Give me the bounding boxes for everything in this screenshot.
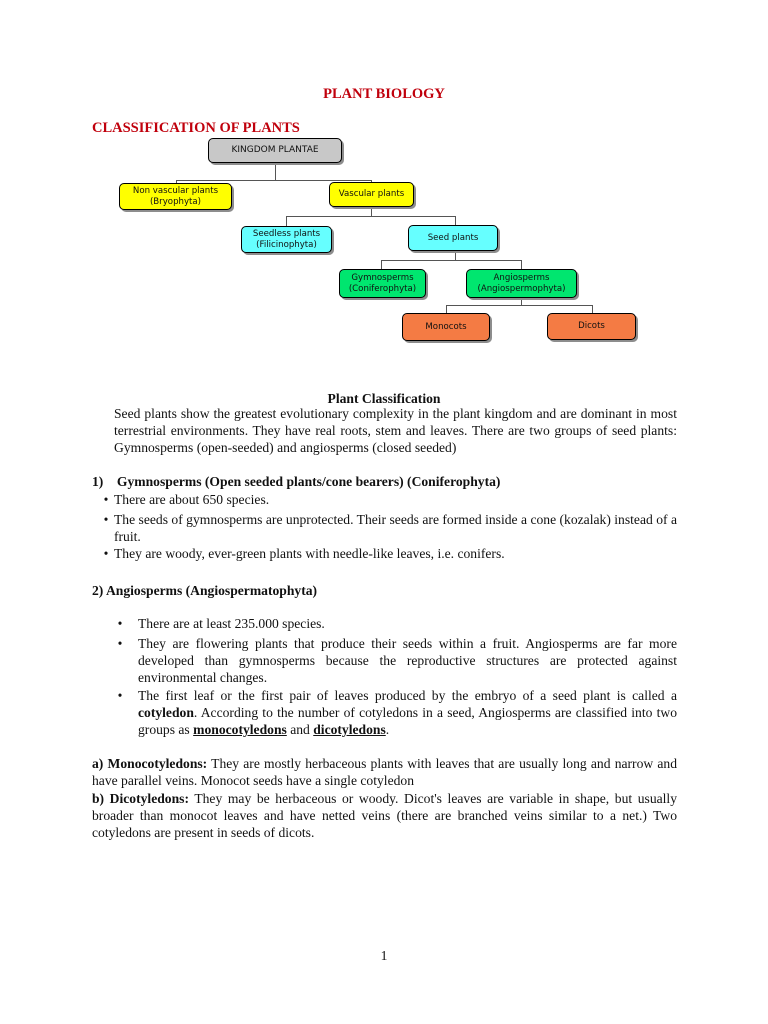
- connector-line: [286, 216, 287, 226]
- gymnosperm-bullet-1: There are about 650 species.: [114, 492, 270, 507]
- connector-line: [446, 305, 447, 313]
- node-gymnosperms: Gymnosperms (Coniferophyta): [339, 269, 426, 298]
- dicotyledons-label: b) Dicotyledons:: [92, 791, 189, 806]
- node-angiosperms: Angiosperms (Angiospermophyta): [466, 269, 577, 298]
- connector-line: [521, 298, 522, 305]
- gymnosperm-bullet-2: The seeds of gymnosperms are unprotected. Their seeds are formed inside a cone (kozalak) instead of a fruit.: [114, 512, 677, 545]
- bullet-glyph: •: [117, 636, 123, 651]
- node-nonvascular-plants: Non vascular plants (Bryophyta): [119, 183, 232, 210]
- text-run: . According to the number of cotyledons in a seed, Angiosperms are classified into two groups as: [138, 705, 677, 738]
- connector-line: [286, 216, 455, 217]
- connector-line: [176, 180, 371, 181]
- text-run: and: [286, 722, 314, 738]
- section-heading: Plant Classification: [327, 391, 441, 406]
- connector-line: [275, 163, 276, 180]
- intro-paragraph: Seed plants show the greatest evolutionary complexity in the plant kingdom and are dominant in most terrestrial environments. They have real roots, stem and leaves. There are two groups of seed plants: Gymnosperms (open-seeded) and angiosperms (closed seeded): [114, 406, 677, 456]
- node-monocots: Monocots: [402, 313, 490, 341]
- bullet-glyph: •: [117, 688, 123, 703]
- bullet-glyph: •: [103, 492, 109, 507]
- monocotyledons-definition: [92, 755, 677, 789]
- text-run: .: [385, 722, 390, 738]
- connector-line: [455, 251, 456, 260]
- term-cotyledon: cotyledon: [138, 705, 194, 721]
- gymnosperms-heading: [92, 473, 500, 490]
- page-title: PLANT BIOLOGY: [323, 86, 445, 102]
- node-seedless-plants: Seedless plants (Filicinophyta): [241, 226, 332, 253]
- gymnosperms-number: 1): [92, 474, 104, 489]
- angiosperm-bullet-3: [138, 687, 677, 739]
- gymnosperms-title: Gymnosperms (Open seeded plants/cone bearers) (Coniferophyta): [116, 474, 501, 489]
- node-seed-plants: Seed plants: [408, 225, 498, 251]
- connector-line: [446, 305, 593, 306]
- monocotyledons-text: They are mostly herbaceous plants with leaves that are usually long and narrow and have parallel veins. Monocot seeds have a single cotyledon: [92, 756, 678, 789]
- gymnosperm-bullet-3: They are woody, ever-green plants with needle-like leaves, i.e. conifers.: [114, 546, 505, 561]
- angiosperm-bullet-2: They are flowering plants that produce their seeds within a fruit. Angiosperms are far more developed than gymnosperms because the reproductive structures are protected against environmental changes.: [138, 636, 677, 686]
- page-number: 1: [380, 948, 388, 963]
- node-dicots: Dicots: [547, 313, 636, 340]
- angiosperms-heading: 2) Angiosperms (Angiospermatophyta): [92, 583, 318, 598]
- dicotyledons-definition: [92, 790, 677, 842]
- node-kingdom-plantae: KINGDOM PLANTAE: [208, 138, 342, 163]
- angiosperm-bullet-1: There are at least 235.000 species.: [138, 616, 325, 631]
- section-subtitle: CLASSIFICATION OF PLANTS: [92, 120, 300, 136]
- connector-line: [381, 260, 382, 269]
- term-monocotyledons: monocotyledons: [193, 722, 287, 738]
- connector-line: [592, 305, 593, 313]
- connector-line: [521, 260, 522, 269]
- monocotyledons-label: a) Monocotyledons:: [92, 756, 208, 771]
- bullet-glyph: •: [103, 546, 109, 561]
- connector-line: [381, 260, 522, 261]
- bullet-glyph: •: [117, 616, 123, 631]
- dicotyledons-text: They may be herbaceous or woody. Dicot's leaves are variable in shape, but usually broader than monocot leaves and have netted veins (there are branched veins similar to a net.) Two cotyledons are present in seeds of dicots.: [92, 791, 677, 841]
- connector-line: [371, 207, 372, 216]
- text-run: The first leaf or the first pair of leaves produced by the embryo of a seed plant is called a: [138, 688, 677, 703]
- node-vascular-plants: Vascular plants: [329, 182, 414, 207]
- bullet-glyph: •: [103, 512, 109, 527]
- term-dicotyledons: dicotyledons: [313, 722, 386, 738]
